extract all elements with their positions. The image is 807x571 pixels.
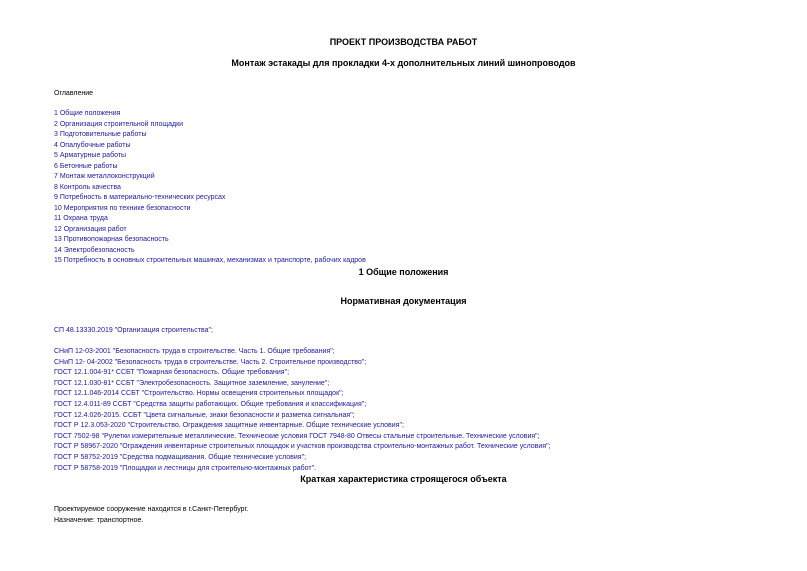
doc-link[interactable]: СНиП 12-03-2001 "Безопасность труда в строительстве. Часть 1. Общие требования"; — [54, 348, 335, 355]
normative-docs-list — [54, 347, 551, 474]
doc-link[interactable]: ГОСТ 12.1.046-2014 ССБТ "Строительство. Нормы освещения строительных площадок"; — [54, 390, 344, 398]
toc-item[interactable]: 6 Бетонные работы — [54, 162, 118, 170]
toc-item[interactable]: 15 Потребность в основных строительных машинах, механизмах и транспорте, рабочих кадров — [54, 257, 366, 264]
toc-item[interactable]: 8 Контроль качества — [54, 183, 121, 191]
toc-item[interactable]: 12 Организация работ — [54, 225, 127, 233]
normative-docs-heading: Нормативная документация — [340, 296, 467, 306]
toc-item[interactable]: 9 Потребность в материально-технических ресурсах — [54, 194, 226, 201]
doc-link[interactable]: ГОСТ 12.4.011-89 ССБТ "Средства защиты работающих. Общие требования и классификация"; — [54, 400, 367, 408]
toc-list — [54, 109, 366, 267]
doc-link[interactable]: ГОСТ 12.1.004-91* ССБТ "Пожарная безопасность. Общие требования"; — [54, 369, 290, 377]
doc-link[interactable]: ГОСТ 12.4.026-2015. ССБТ "Цвета сигнальные, знаки безопасности и разметка сигнальная"; — [54, 411, 355, 419]
doc-link[interactable]: ГОСТ 12.1.030-81* ССБТ "Электробезопасность. Защитное заземление, зануление"; — [54, 379, 330, 387]
toc-item[interactable]: 4 Опалубочные работы — [54, 141, 131, 149]
doc-link[interactable]: ГОСТ Р 12.3.053-2020 "Строительство. Ограждения защитные инвентарные. Общие технические условия"; — [54, 422, 404, 430]
toc-item[interactable]: 5 Арматурные работы — [54, 152, 127, 159]
doc-link[interactable]: ГОСТ 7502-98 "Рулетки измерительные металлические. Технические условия ГОСТ 7948-80 Отвесы стальные строительные. Технические условия"; — [54, 432, 540, 440]
toc-item[interactable]: 11 Охрана труда — [54, 215, 108, 222]
sp-doc-list — [54, 326, 213, 337]
object-location-text: Проектируемое сооружение находится в г.Санкт-Петербург. — [54, 506, 249, 513]
toc-item[interactable]: 2 Организация строительной площадки — [54, 120, 184, 128]
toc-item[interactable]: 7 Монтаж металлоконструкций — [54, 173, 155, 180]
object-purpose-text: Назначение: транспортное. — [54, 517, 144, 524]
toc-item[interactable]: 14 Электробезопасность — [54, 246, 135, 254]
toc-item[interactable]: 3 Подготовительные работы — [54, 131, 147, 138]
toc-item[interactable]: 13 Противопожарная безопасность — [54, 236, 169, 243]
doc-link[interactable]: СНиП 12- 04-2002 "Безопасность труда в строительстве. Часть 2. Строительное производство"; — [54, 358, 367, 366]
toc-item[interactable]: 10 Мероприятия по технике безопасности — [54, 204, 191, 212]
document-title: ПРОЕКТ ПРОИЗВОДСТВА РАБОТ — [329, 37, 478, 47]
section-1-title: 1 Общие положения — [358, 267, 449, 277]
document-subtitle: Монтаж эстакады для прокладки 4-х дополнительных линий шинопроводов — [231, 58, 576, 68]
toc-item[interactable]: 1 Общие положения — [54, 110, 121, 117]
doc-link[interactable]: ГОСТ Р 58752-2019 "Средства подмащивания. Общие технические условия"; — [54, 453, 307, 461]
object-characteristics-heading: Краткая характеристика строящегося объекта — [300, 474, 507, 484]
doc-link[interactable]: СП 48.13330.2019 "Организация строительства"; — [54, 327, 213, 334]
toc-heading: Оглавление — [54, 90, 94, 97]
doc-link[interactable]: ГОСТ Р 58758-2019 "Площадки и лестницы для строительно-монтажных работ". — [54, 464, 317, 472]
doc-link[interactable]: ГОСТ Р 58967-2020 "Ограждения инвентарные строительных площадок и участков производства строительно-монтажных работ. Технические условия"; — [54, 443, 551, 451]
